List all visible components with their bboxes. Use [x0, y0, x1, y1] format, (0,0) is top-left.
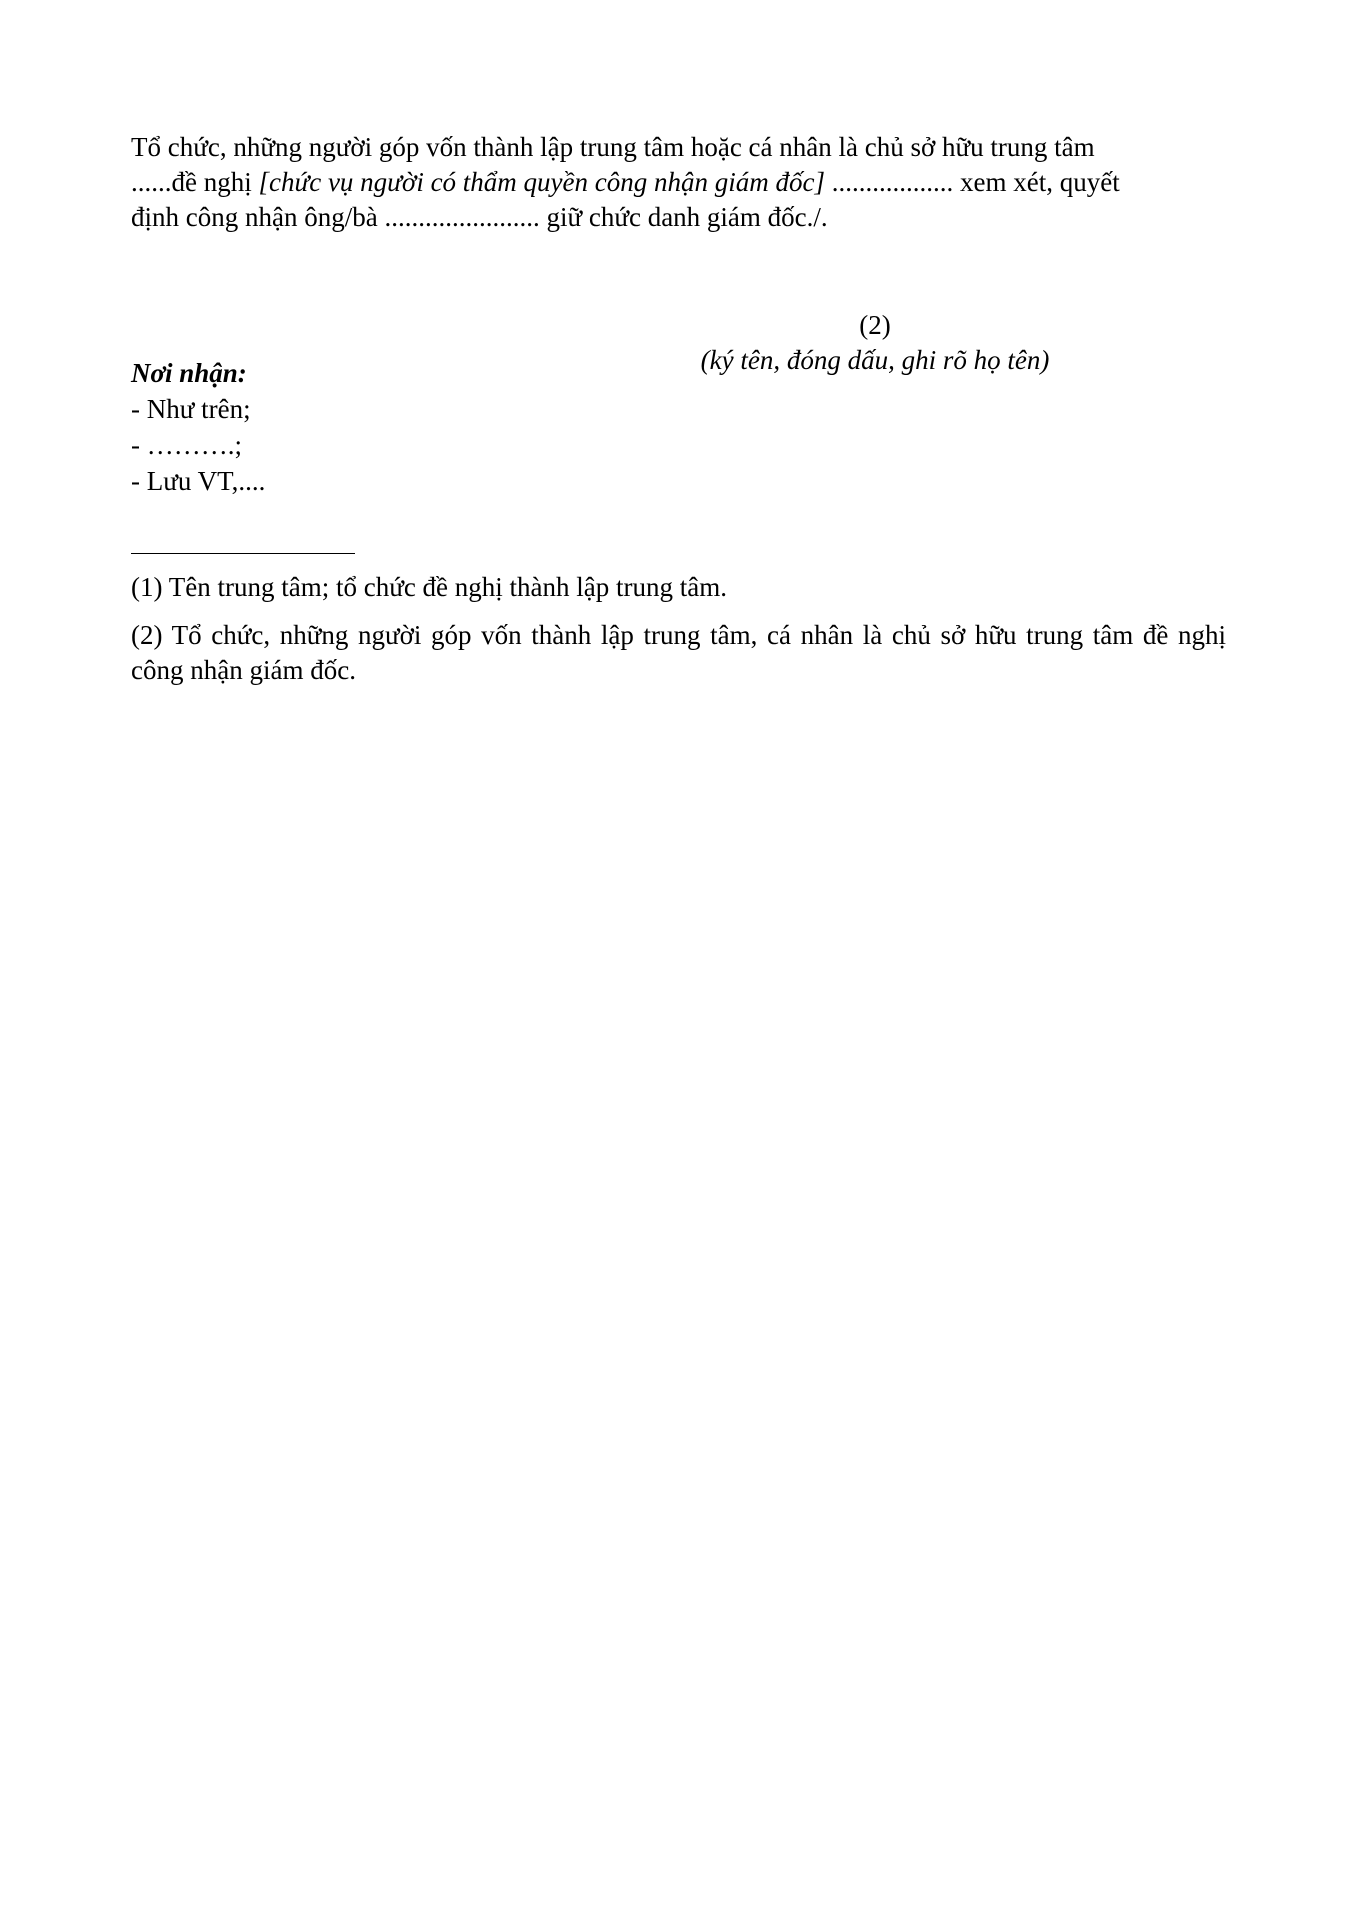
footnote-2: (2) Tổ chức, những người góp vốn thành lập trung tâm, cá nhân là chủ sở hữu trung tâm đề nghị công nhận giám đốc.: [131, 620, 1226, 685]
recipient-item: - ……….;: [131, 430, 242, 460]
recipients-heading: Nơi nhận:: [131, 358, 247, 388]
body-line-3: định công nhận ông/bà ....................... giữ chức danh giám đốc./.: [131, 202, 828, 232]
signature-block: [660, 308, 1090, 378]
recipients-block: [131, 355, 265, 499]
footnote-1: (1) Tên trung tâm; tổ chức đề nghị thành lập trung tâm.: [131, 572, 727, 602]
signature-marker: (2): [859, 310, 891, 340]
footnote-divider: [131, 553, 355, 554]
body-line-2-end: .................. xem xét, quyết: [825, 167, 1120, 197]
body-paragraph: [131, 130, 1226, 235]
body-line-2-start: ......đề nghị: [131, 167, 259, 197]
recipient-item: - Lưu VT,....: [131, 466, 266, 496]
signature-instruction: (ký tên, đóng dấu, ghi rõ họ tên): [700, 345, 1050, 375]
authority-placeholder: [chức vụ người có thẩm quyền công nhận giám đốc]: [258, 167, 825, 197]
recipient-item: - Như trên;: [131, 394, 251, 424]
body-line-1: Tổ chức, những người góp vốn thành lập trung tâm hoặc cá nhân là chủ sở hữu trung tâm: [131, 132, 1095, 162]
